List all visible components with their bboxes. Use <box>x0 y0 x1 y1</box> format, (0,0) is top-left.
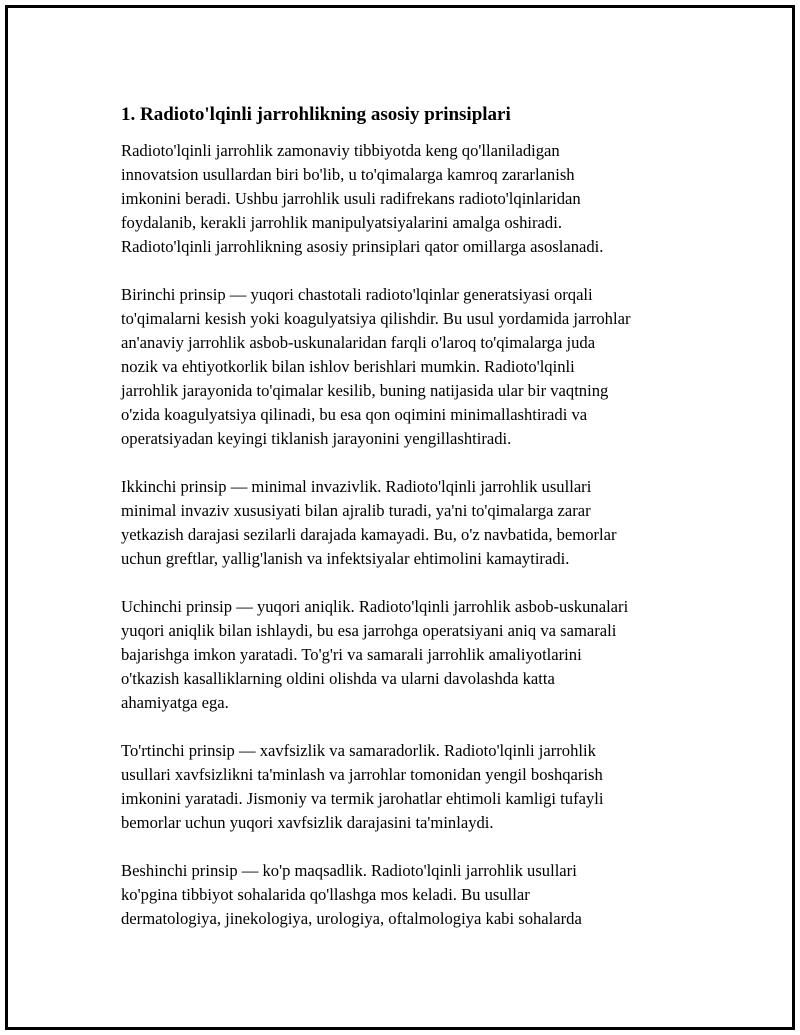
section-heading: 1. Radioto'lqinli jarrohlikning asosiy prinsiplari <box>121 104 511 125</box>
document-body <box>121 103 693 955</box>
paragraph-principle-5: Beshinchi prinsip — ko'p maqsadlik. Radioto'lqinli jarrohlik usullari ko'pgina tibbiyot sohalarida qo'llashga mos keladi. Bu usullar dermatologiya, jinekologiya, urologiya, oftalmologiya kabi sohalarda <box>121 861 582 928</box>
paragraph-principle-3: Uchinchi prinsip — yuqori aniqlik. Radioto'lqinli jarrohlik asbob-uskunalari yuqori aniqlik bilan ishlaydi, bu esa jarrohga operatsiyani aniq va samarali bajarishga imkon yaratadi. To'g'ri va samarali jarrohlik amaliyotlarini o'tkazish kasalliklarning oldini olishda va ularni davolashda katta ahamiyatga ega. <box>121 597 629 712</box>
paragraph-principle-2: Ikkinchi prinsip — minimal invazivlik. Radioto'lqinli jarrohlik usullari minimal invaziv xususiyati bilan ajralib turadi, ya'ni to'qimalarga zarar yetkazish darajasi sezilarli darajada kamayadi. Bu, o'z navbatida, bemorlar uchun greftlar, yallig'lanish va infektsiyalar ehtimolini kamaytiradi. <box>121 477 617 568</box>
paragraph-intro: Radioto'lqinli jarrohlik zamonaviy tibbiyotda keng qo'llaniladigan innovatsion usullardan biri bo'lib, u to'qimalarga kamroq zararlanish imkonini beradi. Ushbu jarrohlik usuli radifrekans radioto'lqinlaridan foydalanib, kerakli jarrohlik manipulyatsiyalarini amalga oshiradi. Radioto'lqinli jarrohlikning asosiy prinsiplari qator omillarga asoslanadi. <box>121 141 604 256</box>
page-frame <box>5 5 795 1030</box>
paragraph-principle-4: To'rtinchi prinsip — xavfsizlik va samaradorlik. Radioto'lqinli jarrohlik usullari xavfsizlikni ta'minlash va jarrohlar tomonidan yengil boshqarish imkonini yaratadi. Jismoniy va termik jarohatlar ehtimoli kamligi tufayli bemorlar uchun yuqori xavfsizlik darajasini ta'minlaydi. <box>121 741 604 832</box>
paragraph-principle-1: Birinchi prinsip — yuqori chastotali radioto'lqinlar generatsiyasi orqali to'qimalarni kesish yoki koagulyatsiya qilishdir. Bu usul yordamida jarrohlar an'anaviy jarrohlik asbob-uskunalaridan farqli o'laroq to'qimalarga juda nozik va ehtiyotkorlik bilan ishlov berishlari mumkin. Radioto'lqinli jarrohlik jarayonida to'qimalar kesilib, buning natijasida ular bir vaqtning o'zida koagulyatsiya qilinadi, bu esa qon oqimini minimallashtiradi va operatsiyadan keyingi tiklanish jarayonini yengillashtiradi. <box>121 285 631 448</box>
